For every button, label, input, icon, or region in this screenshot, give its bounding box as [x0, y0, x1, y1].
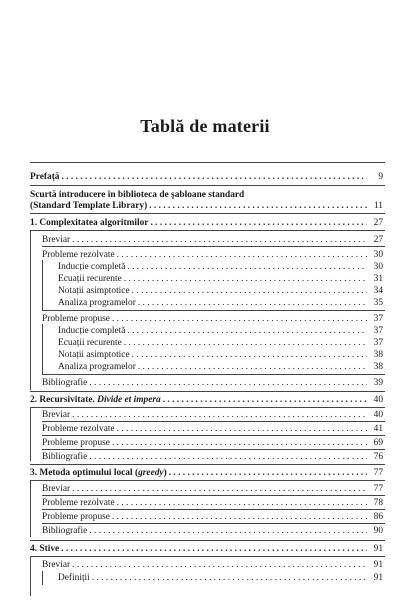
entry-label: (Standard Template Library)	[30, 201, 148, 211]
toc-entry-c1-breviar[interactable]	[42, 234, 383, 246]
dot-leader	[62, 171, 368, 183]
dot-leader	[89, 525, 367, 537]
entry-page: 91	[373, 544, 383, 554]
toc-entry-c2-breviar[interactable]	[42, 409, 383, 421]
entry-page: 78	[373, 498, 383, 508]
entry-page: 31	[373, 274, 383, 284]
entry-label-italic: Divide et impera	[97, 395, 161, 405]
rule	[42, 310, 385, 311]
entry-label: Breviar	[42, 560, 71, 570]
entry-page: 76	[373, 452, 383, 462]
entry-label: Probleme rezolvate	[42, 424, 115, 434]
entry-label-text: 3. Metoda optimului local (	[30, 468, 139, 478]
entry-label: Notații asimptotice	[58, 286, 130, 296]
rule	[30, 464, 385, 465]
toc-entry-c1-pp-inductie[interactable]	[58, 325, 383, 337]
dot-leader	[72, 483, 367, 495]
dot-leader	[163, 394, 367, 406]
dot-leader	[117, 249, 367, 261]
toc-entry-prefata[interactable]	[30, 171, 383, 183]
dot-leader	[112, 313, 367, 325]
entry-page: 27	[373, 218, 383, 228]
indent-rule	[30, 480, 31, 537]
dot-leader	[117, 497, 367, 509]
entry-label	[30, 394, 161, 406]
toc-entry-scurta-line1[interactable]: Scurtă introducere în biblioteca de şabloane standard	[30, 190, 245, 200]
entry-label: Breviar	[42, 235, 71, 245]
toc-entry-chapter-3[interactable]	[30, 467, 383, 479]
rule	[42, 246, 385, 247]
entry-page: 34	[373, 286, 383, 296]
toc-entry-c1-pp-ecuatii[interactable]	[58, 337, 383, 349]
entry-page: 9	[378, 172, 383, 182]
toc-entry-c1-probleme-propuse[interactable]	[42, 313, 383, 325]
entry-page: 30	[373, 250, 383, 260]
toc-entry-c2-probleme-rezolvate[interactable]	[42, 423, 383, 435]
entry-label: Inducție completă	[58, 262, 126, 272]
toc-entry-c3-bibliografie[interactable]	[42, 525, 383, 537]
entry-page: 38	[373, 362, 383, 372]
entry-page: 37	[373, 314, 383, 324]
toc-entry-c1-pr-analiza[interactable]	[58, 297, 383, 309]
toc-entry-c1-pr-inductie[interactable]	[58, 261, 383, 273]
entry-label: Probleme propuse	[42, 314, 110, 324]
toc-entry-c1-pp-analiza[interactable]	[58, 361, 383, 373]
dot-leader	[89, 377, 367, 389]
entry-label: Ecuații recurente	[58, 338, 122, 348]
toc-entry-chapter-4[interactable]	[30, 543, 383, 555]
entry-label: Probleme propuse	[42, 438, 110, 448]
dot-leader	[92, 572, 367, 584]
entry-page: 86	[373, 512, 383, 522]
dot-leader	[127, 261, 367, 273]
entry-page: 91	[373, 573, 383, 583]
entry-label: Bibliografie	[42, 378, 88, 388]
entry-label: Bibliografie	[42, 452, 88, 462]
toc-entry-c4-definitii[interactable]	[58, 572, 383, 584]
dot-leader	[149, 200, 367, 212]
entry-page: 39	[373, 378, 383, 388]
dot-leader	[138, 361, 367, 373]
entry-page: 91	[373, 560, 383, 570]
dot-leader	[72, 559, 367, 571]
entry-page: 37	[373, 326, 383, 336]
indent-rule	[30, 556, 31, 596]
dot-leader	[112, 437, 367, 449]
dot-leader	[89, 451, 367, 463]
entry-page: 40	[373, 410, 383, 420]
entry-label: Breviar	[42, 484, 71, 494]
toc-entry-c2-bibliografie[interactable]	[42, 451, 383, 463]
rule	[42, 374, 385, 375]
toc-entry-c2-probleme-propuse[interactable]	[42, 437, 383, 449]
rule	[42, 435, 385, 436]
indent-rule	[30, 407, 31, 461]
entry-label: Bibliografie	[42, 526, 88, 536]
toc-entry-chapter-1[interactable]	[30, 217, 383, 229]
rule	[42, 495, 385, 496]
toc-entry-c1-pr-ecuatii[interactable]	[58, 273, 383, 285]
rule	[30, 540, 385, 541]
rule	[30, 407, 385, 408]
rule	[42, 523, 385, 524]
entry-page: 69	[373, 438, 383, 448]
entry-page: 90	[373, 526, 383, 536]
entry-label: Probleme rezolvate	[42, 250, 115, 260]
dot-leader	[112, 511, 367, 523]
dot-leader	[132, 285, 367, 297]
rule	[42, 421, 385, 422]
rule	[30, 391, 385, 392]
toc-entry-c3-probleme-propuse[interactable]	[42, 511, 383, 523]
toc-entry-c1-pp-notatii[interactable]	[58, 349, 383, 361]
entry-label-text: 2. Recursivitate.	[30, 395, 98, 405]
entry-label-italic: greedy	[138, 468, 164, 478]
entry-label: Notații asimptotice	[58, 350, 130, 360]
toc-entry-scurta[interactable]	[30, 200, 383, 212]
entry-page: 77	[373, 468, 383, 478]
toc-entry-c3-probleme-rezolvate[interactable]	[42, 497, 383, 509]
entry-label: Breviar	[42, 410, 71, 420]
rule	[42, 509, 385, 510]
dot-leader	[72, 234, 367, 246]
dot-leader	[61, 543, 367, 555]
entry-page: 35	[373, 298, 383, 308]
entry-label: Ecuații recurente	[58, 274, 122, 284]
toc-entry-c1-probleme-rezolvate[interactable]	[42, 249, 383, 261]
entry-label-text-end: )	[163, 468, 167, 478]
entry-label: Analiza programelor	[58, 362, 136, 372]
dot-leader	[138, 297, 367, 309]
dot-leader	[150, 217, 367, 229]
rule	[30, 162, 385, 163]
dot-leader	[124, 337, 367, 349]
entry-label: Definiții	[58, 573, 90, 583]
page-title: Tablă de materii	[140, 116, 270, 136]
rule	[42, 449, 385, 450]
dot-leader	[72, 409, 367, 421]
indent-rule	[42, 260, 43, 310]
entry-page: 40	[373, 395, 383, 405]
indent-rule	[42, 324, 43, 374]
entry-page: 77	[373, 484, 383, 494]
dot-leader	[127, 325, 367, 337]
toc-entry-chapter-2[interactable]	[30, 394, 383, 406]
entry-label: Probleme propuse	[42, 512, 110, 522]
toc-entry-c3-breviar[interactable]	[42, 483, 383, 495]
rule	[30, 230, 385, 231]
dot-leader	[169, 467, 367, 479]
rule	[30, 480, 385, 481]
dot-leader	[117, 423, 367, 435]
entry-label: 1. Complexitatea algoritmilor	[30, 218, 149, 228]
indent-rule	[42, 571, 43, 585]
indent-rule	[30, 230, 31, 390]
entry-page: 38	[373, 350, 383, 360]
rule	[30, 185, 385, 186]
entry-label	[30, 467, 167, 479]
entry-page: 27	[373, 235, 383, 245]
toc-entry-c1-bibliografie[interactable]	[42, 377, 383, 389]
dot-leader	[124, 273, 367, 285]
toc-entry-c1-pr-notatii[interactable]	[58, 285, 383, 297]
toc-entry-c4-breviar[interactable]	[42, 559, 383, 571]
entry-page: 30	[373, 262, 383, 272]
entry-label: Probleme rezolvate	[42, 498, 115, 508]
entry-label: 4. Stive	[30, 544, 60, 554]
entry-page: 41	[373, 424, 383, 434]
entry-page: 11	[373, 201, 383, 211]
rule	[30, 213, 385, 214]
entry-page: 37	[373, 338, 383, 348]
entry-label: Inducție completă	[58, 326, 126, 336]
entry-label: Prefață	[30, 172, 60, 182]
entry-label: Analiza programelor	[58, 298, 136, 308]
rule	[30, 556, 385, 557]
dot-leader	[132, 349, 367, 361]
